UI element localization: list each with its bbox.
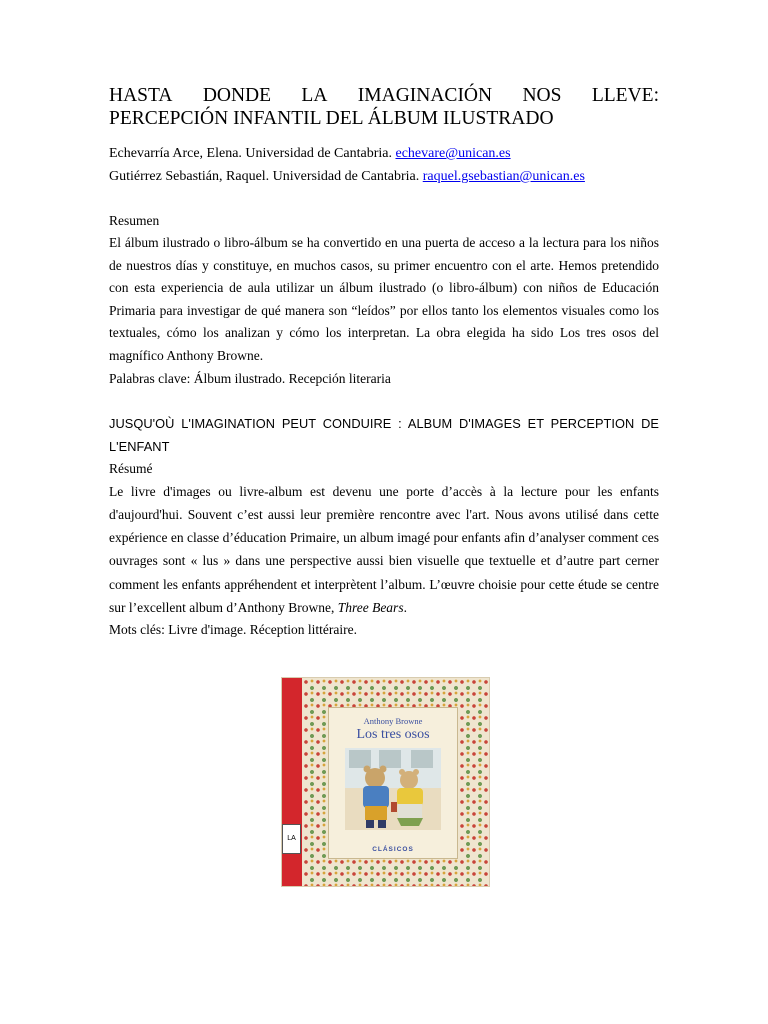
cover-collection: CLÁSICOS — [372, 846, 414, 853]
author-affiliation: Gutiérrez Sebastián, Raquel. Universidad de Cantabria. — [109, 169, 420, 184]
title-line-1 — [109, 84, 659, 107]
cover-spine — [282, 678, 302, 886]
book-cover-image — [281, 677, 490, 887]
author-email-link[interactable]: echevare@unican.es — [395, 146, 511, 161]
author-line — [109, 165, 659, 188]
author-affiliation: Echevarría Arce, Elena. Universidad de Cantabria. — [109, 146, 392, 161]
paper-page — [109, 84, 659, 641]
abstract-body-es: El álbum ilustrado o libro-álbum se ha convertido en una puerta de acceso a la lectura para los niños de nuestros días y constituye, en muchos casos, su primer encuentro con el arte. Hemos pretendido con esta experiencia de aula utilizar un álbum ilustrado (o libro-álbum) con niños de Educación Primaria para investigar de qué manera son “leídos” por ellos tanto los elementos visuales como los textuales, cómo los analizan y cómo los interpretan. La obra elegida ha sido Los tres osos del magnífico Anthony Browne. — [109, 235, 659, 363]
keywords-fr: Mots clés: Livre d'image. Réception littéraire. — [109, 622, 357, 638]
cover-author: Anthony Browne — [363, 716, 423, 726]
keywords-es: Palabras clave: Álbum ilustrado. Recepción literaria — [109, 370, 391, 386]
abstract-end-fr: . — [403, 600, 407, 616]
abstract-heading-es: Resumen — [109, 213, 160, 228]
cover-title: Los tres osos — [356, 727, 430, 742]
french-title: JUSQU'OÙ L'IMAGINATION PEUT CONDUIRE : ALBUM D'IMAGES ET PERCEPTION DE L'ENFANT — [109, 415, 659, 454]
bears-illustration — [345, 748, 441, 830]
paper-title — [109, 84, 659, 130]
title-word: LA — [301, 85, 328, 106]
author-line — [109, 142, 659, 165]
book-title-italic: Three Bears — [337, 600, 404, 616]
title-word: HASTA — [109, 85, 173, 106]
author-email-link[interactable]: raquel.gsebastian@unican.es — [422, 169, 585, 184]
abstract-text-fr: Le livre d'images ou livre-album est devenu une porte d’accès à la lecture pour les enfants d'aujourd'hui. Souvent c’est aussi leur première rencontre avec l'art. Nous avons utilisé dans cette expérience en classe d’éducation Primaire, un album imagé pour enfants afin d’analyser comment ces ouvrages sont « lus » dans une perspective aussi bien visuelle que textuelle et d’autre part cerner comment les enfants appréhendent et interprètent l’album. L’œuvre choisie pour cette étude se centre sur l’excellent album d’Anthony Browne, — [109, 483, 659, 616]
abstract-body-fr — [109, 480, 659, 620]
abstract-heading-fr: Résumé — [109, 460, 153, 476]
title-word: DONDE — [202, 85, 272, 106]
title-word: NOS — [522, 85, 562, 106]
title-word: LLEVE: — [591, 85, 659, 106]
title-word: IMAGINACIÓN — [357, 85, 493, 106]
author-list — [109, 142, 659, 188]
library-sticker: LA — [282, 824, 301, 854]
title-line-2: PERCEPCIÓN INFANTIL DEL ÁLBUM ILUSTRADO — [109, 108, 554, 129]
cover-panel — [328, 707, 458, 859]
